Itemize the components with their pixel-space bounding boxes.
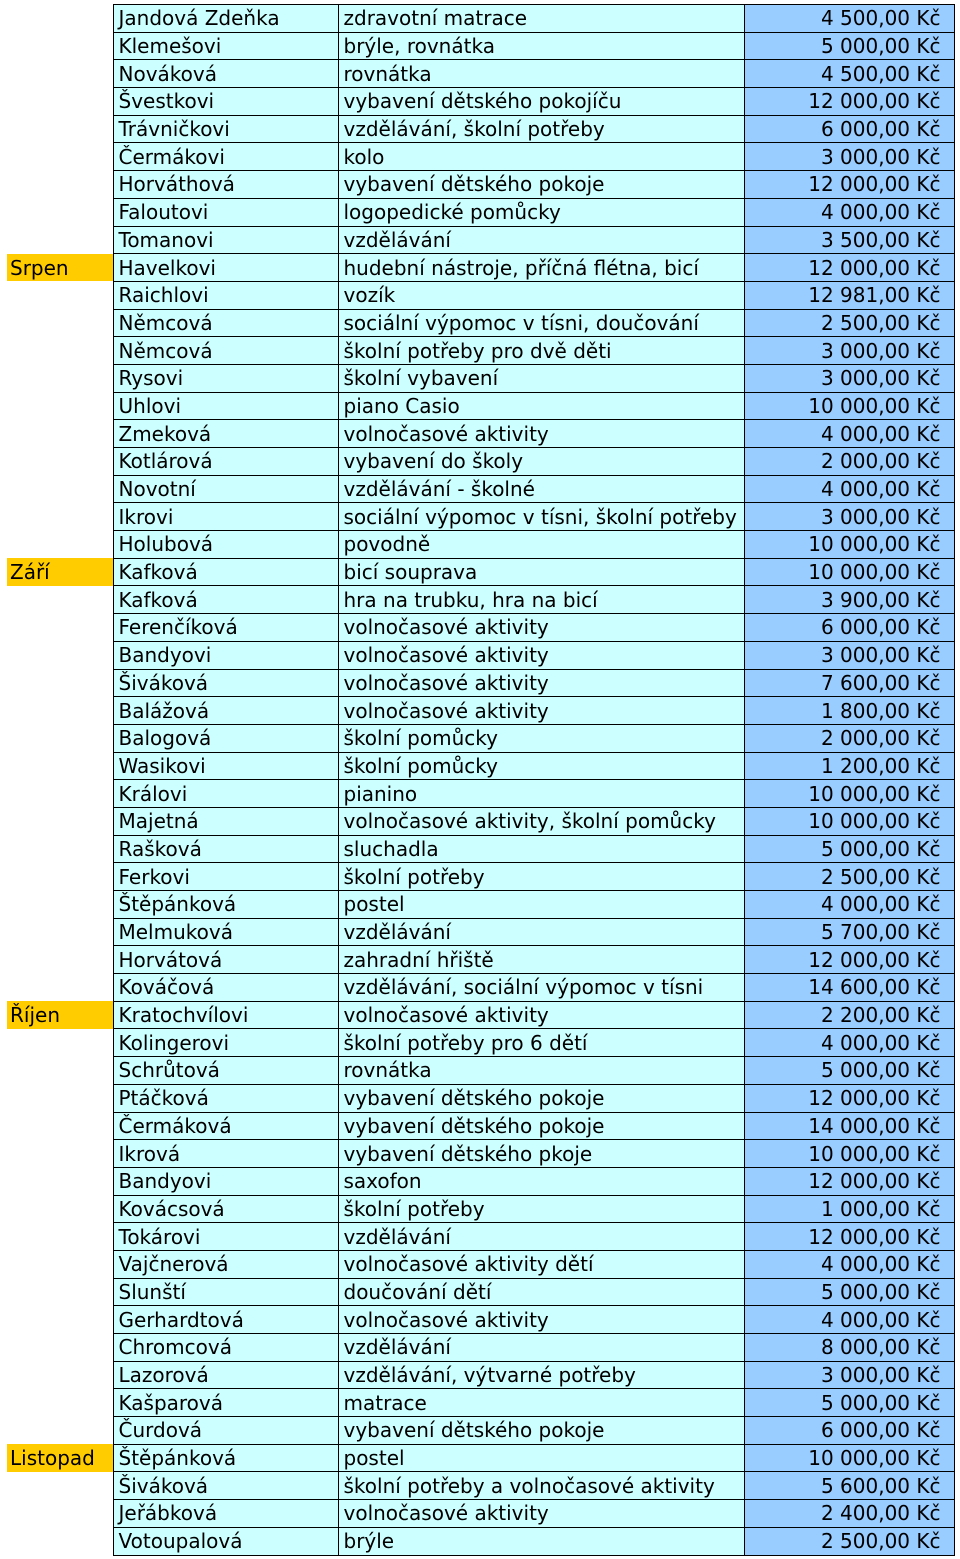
table-row	[7, 475, 954, 503]
month-cell	[7, 1527, 113, 1555]
purpose-cell: školní potřeby	[338, 863, 744, 891]
month-cell	[7, 364, 113, 392]
recipient-name-cell: Kotlárová	[113, 448, 338, 476]
recipient-name-cell: Čurdová	[113, 1417, 338, 1445]
table-row	[7, 1334, 954, 1362]
amount-cell: 1 800,00 Kč	[744, 697, 954, 725]
recipient-name-cell: Kovácsová	[113, 1195, 338, 1223]
amount-cell: 10 000,00 Kč	[744, 807, 954, 835]
month-cell	[7, 420, 113, 448]
purpose-cell: volnočasové aktivity	[338, 1306, 744, 1334]
amount-cell: 10 000,00 Kč	[744, 780, 954, 808]
recipient-name-cell: Kováčová	[113, 974, 338, 1002]
month-cell	[7, 1472, 113, 1500]
purpose-cell: volnočasové aktivity	[338, 697, 744, 725]
amount-cell: 12 000,00 Kč	[744, 1223, 954, 1251]
recipient-name-cell: Ptáčková	[113, 1084, 338, 1112]
table-row	[7, 254, 954, 282]
purpose-cell: volnočasové aktivity	[338, 641, 744, 669]
purpose-cell: volnočasové aktivity	[338, 669, 744, 697]
purpose-cell: školní pomůcky	[338, 752, 744, 780]
recipient-name-cell: Ferkovi	[113, 863, 338, 891]
recipient-name-cell: Štěpánková	[113, 1444, 338, 1472]
month-cell	[7, 309, 113, 337]
purpose-cell: povodně	[338, 531, 744, 559]
table-row	[7, 364, 954, 392]
purpose-cell: vybavení do školy	[338, 448, 744, 476]
purpose-cell: vybavení dětského pokoje	[338, 1084, 744, 1112]
amount-cell: 4 000,00 Kč	[744, 1250, 954, 1278]
table-row	[7, 1500, 954, 1528]
table-row	[7, 1389, 954, 1417]
amount-cell: 6 000,00 Kč	[744, 614, 954, 642]
table-row	[7, 1029, 954, 1057]
month-cell	[7, 807, 113, 835]
table-row	[7, 32, 954, 60]
table-row	[7, 1361, 954, 1389]
month-cell	[7, 1334, 113, 1362]
recipient-name-cell: Novotní	[113, 475, 338, 503]
amount-cell: 14 600,00 Kč	[744, 974, 954, 1002]
purpose-cell: vzdělávání - školné	[338, 475, 744, 503]
table-row	[7, 974, 954, 1002]
table-row	[7, 1084, 954, 1112]
purpose-cell: školní pomůcky	[338, 724, 744, 752]
purpose-cell: školní potřeby pro dvě děti	[338, 337, 744, 365]
month-cell	[7, 1306, 113, 1334]
recipient-name-cell: Vajčnerová	[113, 1250, 338, 1278]
amount-cell: 4 000,00 Kč	[744, 198, 954, 226]
month-cell: Srpen	[7, 254, 113, 282]
amount-cell: 5 000,00 Kč	[744, 1389, 954, 1417]
table-row	[7, 669, 954, 697]
table-row	[7, 448, 954, 476]
table-row	[7, 1527, 954, 1555]
recipient-name-cell: Balogová	[113, 724, 338, 752]
month-cell	[7, 835, 113, 863]
month-cell	[7, 1250, 113, 1278]
amount-cell: 3 900,00 Kč	[744, 586, 954, 614]
amount-cell: 2 000,00 Kč	[744, 724, 954, 752]
recipient-name-cell: Horvátová	[113, 946, 338, 974]
purpose-cell: matrace	[338, 1389, 744, 1417]
purpose-cell: vybavení dětského pkoje	[338, 1140, 744, 1168]
amount-cell: 5 700,00 Kč	[744, 918, 954, 946]
table-row	[7, 60, 954, 88]
purpose-cell: sociální výpomoc v tísni, školní potřeby	[338, 503, 744, 531]
purpose-cell: vybavení dětského pokojíču	[338, 88, 744, 116]
amount-cell: 4 500,00 Kč	[744, 60, 954, 88]
month-cell	[7, 946, 113, 974]
amount-cell: 4 000,00 Kč	[744, 1306, 954, 1334]
amount-cell: 5 000,00 Kč	[744, 32, 954, 60]
month-cell	[7, 1112, 113, 1140]
recipient-name-cell: Štěpánková	[113, 891, 338, 919]
recipient-name-cell: Kašparová	[113, 1389, 338, 1417]
purpose-cell: postel	[338, 891, 744, 919]
purpose-cell: volnočasové aktivity dětí	[338, 1250, 744, 1278]
recipient-name-cell: Trávničkovi	[113, 115, 338, 143]
table-row	[7, 309, 954, 337]
amount-cell: 1 000,00 Kč	[744, 1195, 954, 1223]
purpose-cell: zahradní hřiště	[338, 946, 744, 974]
table-row	[7, 863, 954, 891]
table-row	[7, 226, 954, 254]
month-cell	[7, 115, 113, 143]
table-row	[7, 752, 954, 780]
purpose-cell: logopedické pomůcky	[338, 198, 744, 226]
recipient-name-cell: Havelkovi	[113, 254, 338, 282]
month-cell	[7, 531, 113, 559]
amount-cell: 4 000,00 Kč	[744, 1029, 954, 1057]
recipient-name-cell: Jeřábková	[113, 1500, 338, 1528]
recipient-name-cell: Tokárovi	[113, 1223, 338, 1251]
month-cell	[7, 503, 113, 531]
recipient-name-cell: Kolingerovi	[113, 1029, 338, 1057]
recipient-name-cell: Němcová	[113, 309, 338, 337]
purpose-cell: školní potřeby	[338, 1195, 744, 1223]
purpose-cell: sluchadla	[338, 835, 744, 863]
purpose-cell: brýle, rovnátka	[338, 32, 744, 60]
table-row	[7, 1167, 954, 1195]
recipient-name-cell: Gerhardtová	[113, 1306, 338, 1334]
table-row	[7, 198, 954, 226]
recipient-name-cell: Němcová	[113, 337, 338, 365]
month-cell	[7, 281, 113, 309]
amount-cell: 10 000,00 Kč	[744, 1444, 954, 1472]
recipient-name-cell: Šiváková	[113, 1472, 338, 1500]
month-cell	[7, 5, 113, 33]
recipient-name-cell: Rysovi	[113, 364, 338, 392]
amount-cell: 4 000,00 Kč	[744, 891, 954, 919]
month-cell	[7, 337, 113, 365]
month-cell	[7, 669, 113, 697]
month-cell	[7, 60, 113, 88]
month-cell	[7, 143, 113, 171]
month-cell	[7, 863, 113, 891]
purpose-cell: vozík	[338, 281, 744, 309]
purpose-cell: kolo	[338, 143, 744, 171]
table-row	[7, 1472, 954, 1500]
amount-cell: 5 000,00 Kč	[744, 1278, 954, 1306]
table-row	[7, 1140, 954, 1168]
recipient-name-cell: Holubová	[113, 531, 338, 559]
recipient-name-cell: Královi	[113, 780, 338, 808]
recipient-name-cell: Ikrová	[113, 1140, 338, 1168]
purpose-cell: hra na trubku, hra na bicí	[338, 586, 744, 614]
month-cell	[7, 780, 113, 808]
amount-cell: 4 500,00 Kč	[744, 5, 954, 33]
purpose-cell: bicí souprava	[338, 558, 744, 586]
table-row	[7, 143, 954, 171]
month-cell	[7, 392, 113, 420]
table-body	[7, 5, 954, 1556]
recipient-name-cell: Nováková	[113, 60, 338, 88]
table-row	[7, 780, 954, 808]
amount-cell: 10 000,00 Kč	[744, 531, 954, 559]
recipient-name-cell: Rašková	[113, 835, 338, 863]
recipient-name-cell: Faloutovi	[113, 198, 338, 226]
recipient-name-cell: Tomanovi	[113, 226, 338, 254]
amount-cell: 12 981,00 Kč	[744, 281, 954, 309]
table-row	[7, 586, 954, 614]
table-row	[7, 88, 954, 116]
recipient-name-cell: Zmeková	[113, 420, 338, 448]
amount-cell: 3 000,00 Kč	[744, 641, 954, 669]
purpose-cell: hudební nástroje, příčná flétna, bicí	[338, 254, 744, 282]
month-cell	[7, 198, 113, 226]
table-row	[7, 1417, 954, 1445]
table-row	[7, 1112, 954, 1140]
purpose-cell: vzdělávání, výtvarné potřeby	[338, 1361, 744, 1389]
amount-cell: 10 000,00 Kč	[744, 1140, 954, 1168]
recipient-name-cell: Jandová Zdeňka	[113, 5, 338, 33]
purpose-cell: vybavení dětského pokoje	[338, 171, 744, 199]
amount-cell: 10 000,00 Kč	[744, 558, 954, 586]
month-cell: Listopad	[7, 1444, 113, 1472]
table-row	[7, 392, 954, 420]
purpose-cell: saxofon	[338, 1167, 744, 1195]
month-cell	[7, 1029, 113, 1057]
table-row	[7, 1195, 954, 1223]
table-row	[7, 171, 954, 199]
amount-cell: 2 500,00 Kč	[744, 863, 954, 891]
month-cell	[7, 1500, 113, 1528]
purpose-cell: vzdělávání	[338, 226, 744, 254]
recipient-name-cell: Chromcová	[113, 1334, 338, 1362]
table-row	[7, 891, 954, 919]
table-row	[7, 918, 954, 946]
month-cell	[7, 1278, 113, 1306]
month-cell	[7, 974, 113, 1002]
table-row	[7, 1001, 954, 1029]
table-row	[7, 503, 954, 531]
amount-cell: 3 000,00 Kč	[744, 337, 954, 365]
purpose-cell: vzdělávání	[338, 1334, 744, 1362]
month-cell	[7, 724, 113, 752]
month-cell	[7, 1057, 113, 1085]
amount-cell: 6 000,00 Kč	[744, 115, 954, 143]
table-row	[7, 946, 954, 974]
month-cell	[7, 88, 113, 116]
recipient-name-cell: Raichlovi	[113, 281, 338, 309]
month-cell	[7, 918, 113, 946]
month-cell	[7, 586, 113, 614]
table-row	[7, 614, 954, 642]
month-cell: Září	[7, 558, 113, 586]
amount-cell: 12 000,00 Kč	[744, 946, 954, 974]
purpose-cell: volnočasové aktivity	[338, 420, 744, 448]
month-cell	[7, 1223, 113, 1251]
purpose-cell: školní potřeby a volnočasové aktivity	[338, 1472, 744, 1500]
recipient-name-cell: Uhlovi	[113, 392, 338, 420]
amount-cell: 12 000,00 Kč	[744, 88, 954, 116]
purpose-cell: rovnátka	[338, 1057, 744, 1085]
month-cell	[7, 1167, 113, 1195]
table-row	[7, 1306, 954, 1334]
recipient-name-cell: Lazorová	[113, 1361, 338, 1389]
purpose-cell: brýle	[338, 1527, 744, 1555]
purpose-cell: volnočasové aktivity, školní pomůcky	[338, 807, 744, 835]
purpose-cell: vzdělávání	[338, 918, 744, 946]
donations-table	[7, 4, 955, 1556]
purpose-cell: vzdělávání	[338, 1223, 744, 1251]
table-row	[7, 5, 954, 33]
purpose-cell: rovnátka	[338, 60, 744, 88]
amount-cell: 3 500,00 Kč	[744, 226, 954, 254]
month-cell	[7, 1361, 113, 1389]
amount-cell: 3 000,00 Kč	[744, 143, 954, 171]
purpose-cell: vzdělávání, sociální výpomoc v tísni	[338, 974, 744, 1002]
purpose-cell: volnočasové aktivity	[338, 1500, 744, 1528]
recipient-name-cell: Bandyovi	[113, 1167, 338, 1195]
month-cell	[7, 752, 113, 780]
table-row	[7, 115, 954, 143]
table-row	[7, 1278, 954, 1306]
amount-cell: 6 000,00 Kč	[744, 1417, 954, 1445]
month-cell	[7, 475, 113, 503]
table-row	[7, 697, 954, 725]
table-row	[7, 807, 954, 835]
recipient-name-cell: Ikrovi	[113, 503, 338, 531]
purpose-cell: piano Casio	[338, 392, 744, 420]
recipient-name-cell: Slunští	[113, 1278, 338, 1306]
amount-cell: 5 600,00 Kč	[744, 1472, 954, 1500]
table-row	[7, 281, 954, 309]
amount-cell: 5 000,00 Kč	[744, 835, 954, 863]
month-cell	[7, 226, 113, 254]
table-row	[7, 531, 954, 559]
amount-cell: 12 000,00 Kč	[744, 1084, 954, 1112]
table-row	[7, 1250, 954, 1278]
recipient-name-cell: Balážová	[113, 697, 338, 725]
purpose-cell: vybavení dětského pokoje	[338, 1112, 744, 1140]
month-cell	[7, 448, 113, 476]
recipient-name-cell: Čermákovi	[113, 143, 338, 171]
amount-cell: 2 200,00 Kč	[744, 1001, 954, 1029]
month-cell	[7, 1084, 113, 1112]
table-row	[7, 420, 954, 448]
amount-cell: 12 000,00 Kč	[744, 254, 954, 282]
recipient-name-cell: Klemešovi	[113, 32, 338, 60]
table-row	[7, 337, 954, 365]
recipient-name-cell: Melmuková	[113, 918, 338, 946]
amount-cell: 8 000,00 Kč	[744, 1334, 954, 1362]
table-row	[7, 1444, 954, 1472]
purpose-cell: sociální výpomoc v tísni, doučování	[338, 309, 744, 337]
amount-cell: 12 000,00 Kč	[744, 1167, 954, 1195]
amount-cell: 2 500,00 Kč	[744, 1527, 954, 1555]
recipient-name-cell: Horváthová	[113, 171, 338, 199]
amount-cell: 2 500,00 Kč	[744, 309, 954, 337]
recipient-name-cell: Kafková	[113, 558, 338, 586]
recipient-name-cell: Wasikovi	[113, 752, 338, 780]
month-cell	[7, 614, 113, 642]
recipient-name-cell: Schrůtová	[113, 1057, 338, 1085]
purpose-cell: zdravotní matrace	[338, 5, 744, 33]
amount-cell: 1 200,00 Kč	[744, 752, 954, 780]
table-row	[7, 1223, 954, 1251]
amount-cell: 5 000,00 Kč	[744, 1057, 954, 1085]
table-row	[7, 724, 954, 752]
recipient-name-cell: Ferenčíková	[113, 614, 338, 642]
purpose-cell: pianino	[338, 780, 744, 808]
amount-cell: 7 600,00 Kč	[744, 669, 954, 697]
purpose-cell: školní vybavení	[338, 364, 744, 392]
amount-cell: 3 000,00 Kč	[744, 1361, 954, 1389]
recipient-name-cell: Votoupalová	[113, 1527, 338, 1555]
month-cell	[7, 171, 113, 199]
amount-cell: 12 000,00 Kč	[744, 171, 954, 199]
amount-cell: 10 000,00 Kč	[744, 392, 954, 420]
month-cell	[7, 32, 113, 60]
month-cell	[7, 1417, 113, 1445]
month-cell	[7, 1195, 113, 1223]
month-cell	[7, 891, 113, 919]
recipient-name-cell: Bandyovi	[113, 641, 338, 669]
recipient-name-cell: Majetná	[113, 807, 338, 835]
amount-cell: 3 000,00 Kč	[744, 503, 954, 531]
month-cell	[7, 641, 113, 669]
table-row	[7, 641, 954, 669]
amount-cell: 14 000,00 Kč	[744, 1112, 954, 1140]
month-cell	[7, 1389, 113, 1417]
purpose-cell: volnočasové aktivity	[338, 1001, 744, 1029]
recipient-name-cell: Švestkovi	[113, 88, 338, 116]
purpose-cell: doučování dětí	[338, 1278, 744, 1306]
purpose-cell: vzdělávání, školní potřeby	[338, 115, 744, 143]
table-row	[7, 835, 954, 863]
recipient-name-cell: Kratochvílovi	[113, 1001, 338, 1029]
purpose-cell: volnočasové aktivity	[338, 614, 744, 642]
recipient-name-cell: Čermáková	[113, 1112, 338, 1140]
amount-cell: 2 000,00 Kč	[744, 448, 954, 476]
amount-cell: 3 000,00 Kč	[744, 364, 954, 392]
purpose-cell: školní potřeby pro 6 dětí	[338, 1029, 744, 1057]
month-cell: Říjen	[7, 1001, 113, 1029]
month-cell	[7, 697, 113, 725]
recipient-name-cell: Kafková	[113, 586, 338, 614]
amount-cell: 4 000,00 Kč	[744, 475, 954, 503]
table-row	[7, 558, 954, 586]
table-row	[7, 1057, 954, 1085]
recipient-name-cell: Šiváková	[113, 669, 338, 697]
purpose-cell: postel	[338, 1444, 744, 1472]
amount-cell: 2 400,00 Kč	[744, 1500, 954, 1528]
month-cell	[7, 1140, 113, 1168]
purpose-cell: vybavení dětského pokoje	[338, 1417, 744, 1445]
amount-cell: 4 000,00 Kč	[744, 420, 954, 448]
